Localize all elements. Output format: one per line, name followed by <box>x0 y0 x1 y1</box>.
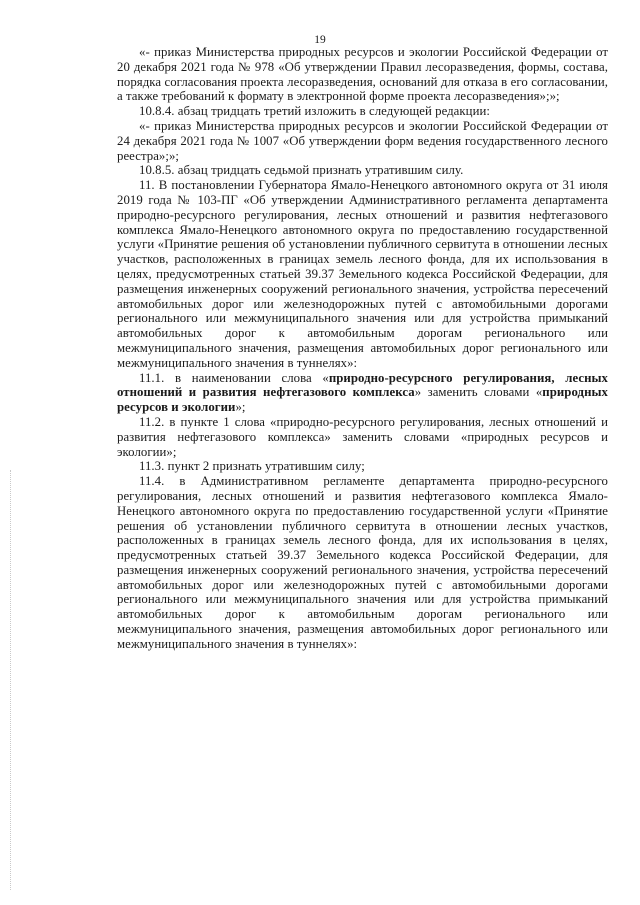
paragraph-order-978 <box>117 45 608 104</box>
page-number: 19 <box>314 34 326 46</box>
paragraph-text: 10.8.5. абзац тридцать седьмой признать утратившим силу. <box>139 163 464 178</box>
paragraph-bold-text: природных ресурсов и экологии <box>117 385 608 415</box>
paragraph-text: 11.1. в наименовании слова « <box>139 370 329 385</box>
paragraph-11-2 <box>117 415 608 459</box>
margin-scan-artifact <box>10 470 11 890</box>
paragraph-text: «- приказ Министерства природных ресурсов и экологии Российской Федерации от 24 декабря 2021 года № 1007 «Об утверждении форм ведения государственного лесного реестра»;»; <box>117 118 608 163</box>
paragraph-bold-text: природно-ресурсного регулирования, лесных отношений и развития нефтегазового комплекса <box>117 370 608 400</box>
paragraph-10-8-4 <box>117 104 608 119</box>
paragraph-text: 11.4. в Административном регламенте департамента природно-ресурсного регулирования, лесных отношений и развития нефтегазового комплекса Ямало-Ненецкого автономного округа по предоставлению государственной услуги «Принятие решения об установлении публичного сервитута в отношении лесных участков, расположенных в границах земель лесного фонда, для их использования в целях, предусмотренных статьей 39.37 Земельного кодекса Российской Федерации, для размещения инженерных сооружений регионального значения, устройства пересечений автомобильных дорог или железнодорожных путей с автомобильными дорогами регионального или межмуниципального значения или для устройства примыканий автомобильных дорог к автомобильным дорогам регионального или межмуниципального значения, размещения автомобильных дорог регионального или межмуниципального значения в туннелях»: <box>117 474 608 651</box>
paragraph-11 <box>117 178 608 370</box>
paragraph-text: 10.8.4. абзац тридцать третий изложить в следующей редакции: <box>139 104 490 119</box>
paragraph-order-1007 <box>117 119 608 163</box>
paragraph-text: «- приказ Министерства природных ресурсов и экологии Российской Федерации от 20 декабря 2021 года № 978 «Об утверждении Правил лесоразведения, формы, состава, порядка согласования проекта лесоразведения, оснований для отказа в его согласовании, а также требований к формату в электронной форме проекта лесоразведения»;»; <box>117 45 608 104</box>
paragraph-text: 11.3. пункт 2 признать утратившим силу; <box>139 459 365 474</box>
paragraph-11-1 <box>117 371 608 415</box>
document-body <box>117 45 608 652</box>
paragraph-text: » заменить словами « <box>414 385 543 400</box>
paragraph-11-3 <box>117 459 608 474</box>
paragraph-text: 11. В постановлении Губернатора Ямало-Ненецкого автономного округа от 31 июля 2019 года № 103-ПГ «Об утверждении Административного регламента департамента природно-ресурсного регулирования, лесных отношений и развития нефтегазового комплекса Ямало-Ненецкого автономного округа по предоставлению государственной услуги «Принятие решения об установлении публичного сервитута в отношении лесных участков, расположенных в границах земель лесного фонда, для их использования в целях, предусмотренных статьей 39.37 Земельного кодекса Российской Федерации, для размещения инженерных сооружений регионального значения, устройства пересечений автомобильных дорог или железнодорожных путей с автомобильными дорогами регионального или межмуниципального значения или для устройства примыканий автомобильных дорог к автомобильным дорогам регионального или межмуниципального значения, размещения автомобильных дорог регионального или межмуниципального значения в туннелях»: <box>117 178 608 370</box>
paragraph-text: »; <box>235 400 246 415</box>
paragraph-text: 11.2. в пункте 1 слова «природно-ресурсного регулирования, лесных отношений и развития нефтегазового комплекса» заменить словами «природных ресурсов и экологии»; <box>117 414 608 459</box>
paragraph-10-8-5 <box>117 163 608 178</box>
paragraph-11-4 <box>117 474 608 652</box>
